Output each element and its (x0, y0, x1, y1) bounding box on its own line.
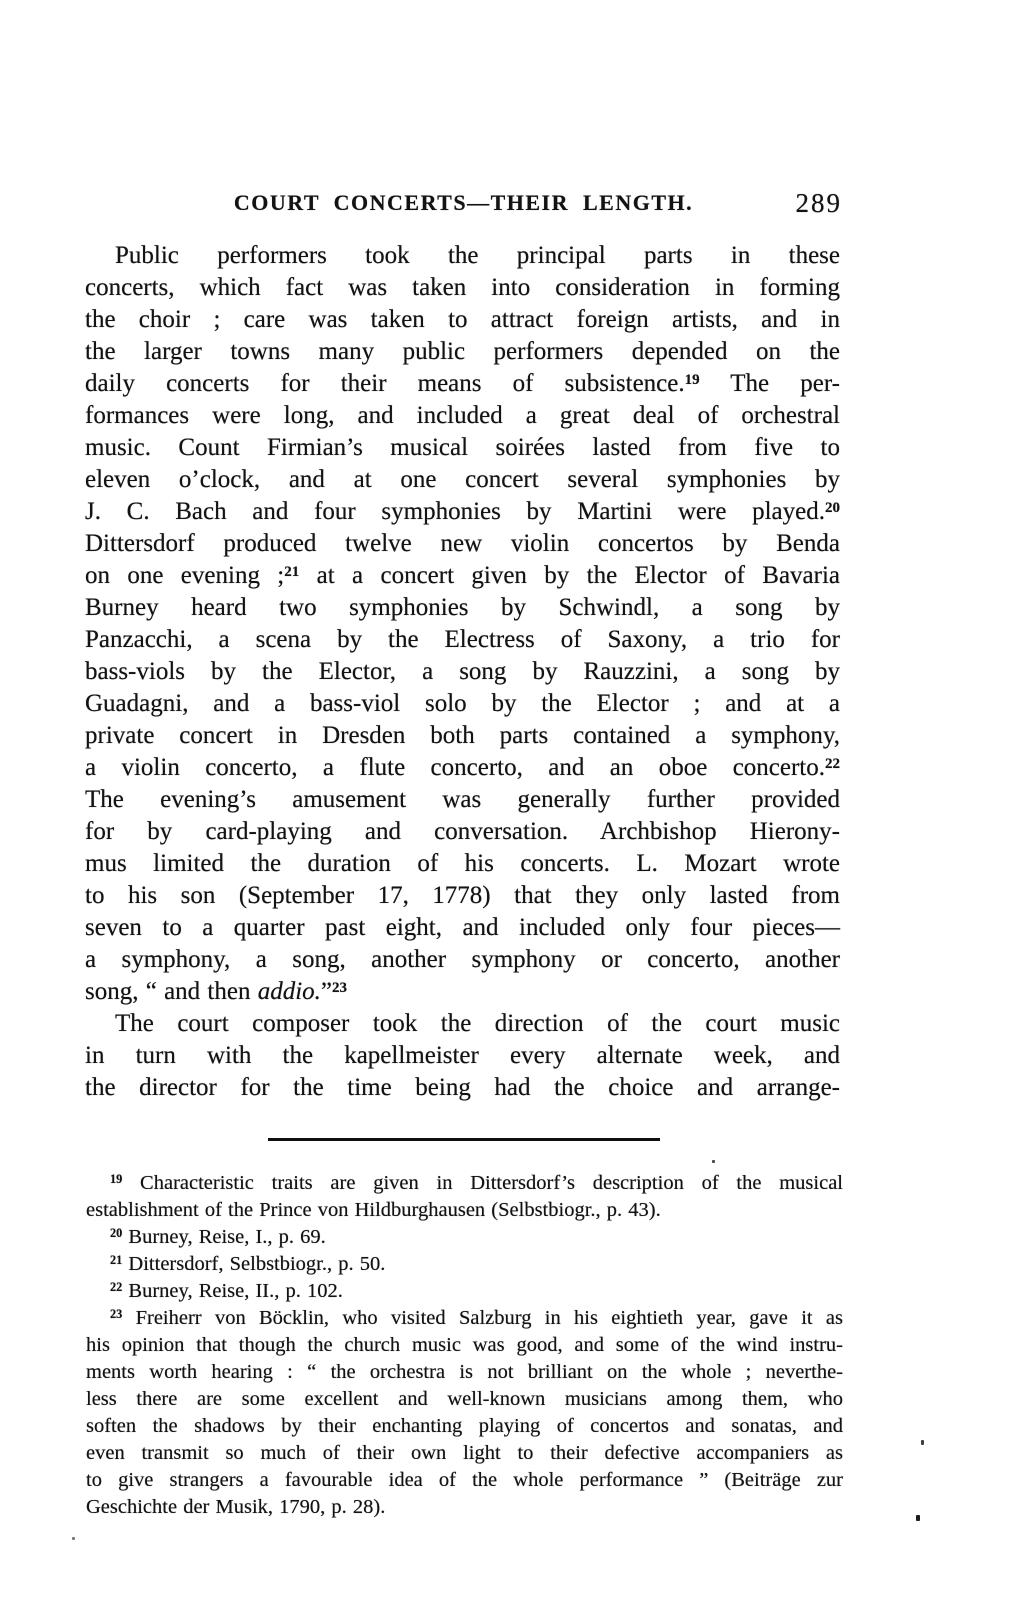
text-line: $^{19}$ Characteristic traits are given in Dittersdorf’s description of the musical (110, 1172, 843, 1194)
footnote-marker: 20 (110, 1226, 123, 1241)
text-line: establishment of the Prince von Hildburghausen (Selbstbiogr., p. 43). (86, 1199, 661, 1221)
text-line: in turn with the kapellmeister every alternate week, and (85, 1042, 840, 1069)
text-line: ments worth hearing : “ the orchestra is not brilliant on the whole ; neverthe- (86, 1361, 843, 1383)
text-line: $^{23}$ Freiherr von Böcklin, who visited Salzburg in his eightieth year, gave it as (110, 1307, 843, 1329)
text-line: concerts, which fact was taken into consideration in forming (85, 274, 840, 301)
footnotes (86, 1170, 843, 1521)
text-line: the larger towns many public performers depended on the (85, 338, 840, 365)
footnote-marker: 19 (110, 1172, 123, 1187)
text-line: a symphony, a song, another symphony or concerto, another (85, 946, 840, 973)
text-line: formances were long, and included a great deal of orchestral (85, 402, 840, 429)
text-line: song, “ and then addio.”$^{23}$ (85, 978, 348, 1005)
text-line: Burney heard two symphonies by Schwindl, a song by (85, 594, 840, 621)
text-line: private concert in Dresden both parts contained a symphony, (85, 722, 840, 749)
text-line: Public performers took the principal parts in these (115, 242, 840, 269)
footnote-marker: 19 (684, 371, 700, 388)
footnote-marker: 23 (110, 1307, 123, 1322)
text-line: his opinion that though the church music was good, and some of the wind instru- (86, 1334, 843, 1356)
text-line: mus limited the duration of his concerts. L. Mozart wrote (85, 850, 840, 877)
footnote-marker: 22 (110, 1280, 123, 1295)
text-line: The evening’s amusement was generally further provided (85, 786, 840, 813)
running-title: COURT CONCERTS—THEIR LENGTH. (233, 190, 694, 215)
footnote-marker: 20 (825, 499, 840, 516)
text-line: on one evening ;$^{21}$ at a concert given by the Elector of Bavaria (85, 562, 840, 589)
text-line: eleven o’clock, and at one concert several symphonies by (85, 466, 840, 493)
ink-speck (921, 1440, 924, 1445)
text-line: $^{20}$ Burney, Reise, I., p. 69. (110, 1226, 326, 1248)
text-line: Guadagni, and a bass-viol solo by the Elector ; and at a (85, 690, 840, 717)
footnote-marker: 21 (284, 563, 300, 580)
text-line: even transmit so much of their own light to their defective accompaniers as (86, 1442, 843, 1464)
page-number: 289 (795, 188, 842, 218)
footnote-marker: 23 (332, 979, 348, 996)
footnote-separator (268, 1138, 660, 1141)
body-paragraph (85, 240, 840, 1008)
ink-speck (916, 1515, 920, 1521)
text-line: Panzacchi, a scena by the Electress of Saxony, a trio for (85, 626, 840, 653)
text-line: less there are some excellent and well-known musicians among them, who (86, 1388, 843, 1410)
text-line: the choir ; care was taken to attract foreign artists, and in (85, 306, 840, 333)
text-line: daily concerts for their means of subsistence.$^{19}$ The per- (85, 370, 840, 397)
text-line: the director for the time being had the choice and arrange- (85, 1074, 840, 1101)
footnote-marker: 21 (110, 1253, 123, 1268)
text-line: a violin concerto, a flute concerto, and an oboe concerto.$^{22}$ (85, 754, 840, 781)
body-paragraph (85, 1008, 840, 1104)
ink-speck (712, 1160, 715, 1163)
text-line: to give strangers a favourable idea of the whole performance ” (Beiträge zur (86, 1469, 843, 1491)
text-line: J. C. Bach and four symphonies by Martini were played.$^{20}$ (85, 498, 840, 525)
text-line: soften the shadows by their enchanting playing of concertos and sonatas, and (86, 1415, 843, 1437)
text-line: seven to a quarter past eight, and included only four pieces— (85, 914, 840, 941)
text-line: bass-viols by the Elector, a song by Rauzzini, a song by (85, 658, 840, 685)
text-line: $^{21}$ Dittersdorf, Selbstbiogr., p. 50. (110, 1253, 386, 1275)
body-text (85, 240, 840, 1104)
text-line: Geschichte der Musik, 1790, p. 28). (86, 1496, 386, 1518)
text-line: for by card-playing and conversation. Archbishop Hierony- (85, 818, 840, 845)
text-line: $^{22}$ Burney, Reise, II., p. 102. (110, 1280, 343, 1302)
text-line: to his son (September 17, 1778) that they only lasted from (85, 882, 840, 909)
page-header (85, 186, 842, 222)
text-line: music. Count Firmian’s musical soirées lasted from five to (85, 434, 840, 461)
text-line: Dittersdorf produced twelve new violin concertos by Benda (85, 530, 840, 557)
ink-speck (72, 1537, 75, 1540)
text-line: The court composer took the direction of the court music (115, 1010, 840, 1037)
footnote-marker: 22 (825, 755, 840, 772)
